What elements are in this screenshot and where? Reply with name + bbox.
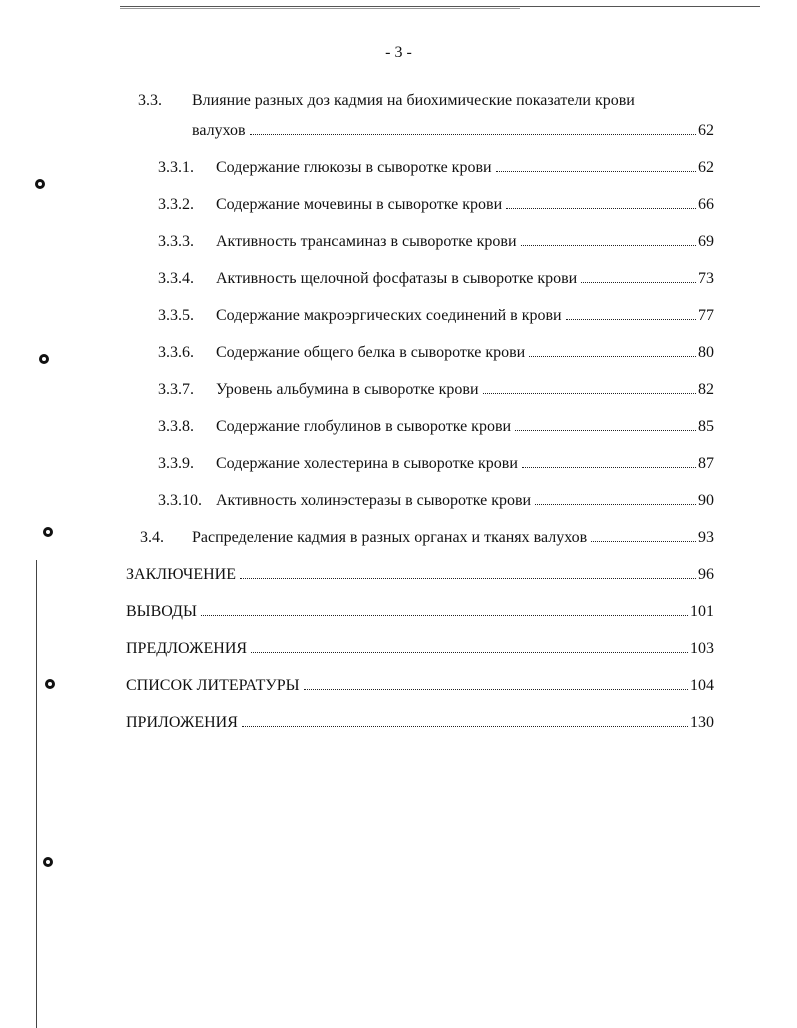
dot-leader: [566, 319, 696, 320]
toc-page: 62: [698, 159, 714, 176]
toc-page: 93: [698, 529, 714, 546]
toc-title: Содержание глобулинов в сыворотке крови: [216, 418, 512, 435]
toc-number: 3.3.3.: [158, 233, 194, 250]
dot-leader: [250, 134, 696, 135]
toc-title: Содержание макроэргических соединений в крови: [216, 307, 562, 324]
toc-title: Активность трансаминаз в сыворотке крови: [216, 233, 517, 250]
toc-entry-appendices: [126, 712, 714, 734]
toc-page: 96: [698, 566, 714, 583]
toc-entry: [158, 305, 714, 327]
top-rule: [120, 6, 760, 7]
binding-hole-icon: [44, 678, 56, 690]
toc-entry-proposals: [126, 638, 714, 660]
toc-title: Влияние разных доз кадмия на биохимические показатели крови: [192, 92, 635, 109]
toc-entry: [158, 268, 714, 290]
toc-entry: [158, 379, 714, 401]
toc-title: Содержание общего белка в сыворотке крови: [216, 344, 526, 361]
toc-title: ВЫВОДЫ: [126, 603, 197, 620]
toc-title: ЗАКЛЮЧЕНИЕ: [126, 566, 236, 583]
dot-leader: [201, 615, 688, 616]
toc-page: 101: [690, 603, 714, 620]
dot-leader: [515, 430, 696, 431]
toc-title: Уровень альбумина в сыворотке крови: [216, 381, 479, 398]
toc-page: 73: [698, 270, 714, 287]
dot-leader: [521, 245, 697, 246]
toc-page: 130: [690, 714, 714, 731]
toc-number: 3.3.8.: [158, 418, 194, 435]
dot-leader: [535, 504, 696, 505]
dot-leader: [240, 578, 696, 579]
toc-number: 3.3.1.: [158, 159, 194, 176]
toc-page: 80: [698, 344, 714, 361]
toc-title: Активность щелочной фосфатазы в сыворотке крови: [216, 270, 578, 287]
dot-leader: [251, 652, 688, 653]
dot-leader: [242, 726, 688, 727]
dot-leader: [506, 208, 696, 209]
toc-entry: [158, 453, 714, 475]
toc-page: 90: [698, 492, 714, 509]
toc-entry-findings: [126, 601, 714, 623]
top-rule-secondary: [120, 8, 520, 9]
toc-title: Содержание холестерина в сыворотке крови: [216, 455, 518, 472]
toc-page: 104: [690, 677, 714, 694]
dot-leader: [483, 393, 696, 394]
binding-hole-icon: [42, 856, 54, 868]
toc-number: 3.3.4.: [158, 270, 194, 287]
toc-entry: [158, 194, 714, 216]
toc-number: 3.3.9.: [158, 455, 194, 472]
binding-hole-icon: [34, 178, 46, 190]
toc-title: Содержание мочевины в сыворотке крови: [216, 196, 503, 213]
toc-page: 69: [698, 233, 714, 250]
toc-entry-conclusion: [126, 564, 714, 586]
toc-number: 3.3.2.: [158, 196, 194, 213]
dot-leader: [522, 467, 696, 468]
toc-title: Содержание глюкозы в сыворотке крови: [216, 159, 492, 176]
toc-entry: [158, 490, 714, 512]
dot-leader: [591, 541, 696, 542]
toc-title: Распределение кадмия в разных органах и тканях валухов: [192, 529, 588, 546]
toc-entry: [158, 416, 714, 438]
toc-number: 3.3.7.: [158, 381, 194, 398]
dot-leader: [529, 356, 696, 357]
toc-number: 3.3.: [138, 92, 162, 109]
toc-entry-3-3: [138, 90, 635, 112]
toc-number: 3.3.10.: [158, 492, 202, 509]
toc-number: 3.3.6.: [158, 344, 194, 361]
toc-title: ПРИЛОЖЕНИЯ: [126, 714, 238, 731]
toc-page: 82: [698, 381, 714, 398]
toc-page: 87: [698, 455, 714, 472]
toc-page: 77: [698, 307, 714, 324]
binding-hole-icon: [42, 526, 54, 538]
page-number: - 3 -: [385, 44, 412, 61]
toc-entry: [158, 342, 714, 364]
toc-title: СПИСОК ЛИТЕРАТУРЫ: [126, 677, 300, 694]
dot-leader: [304, 689, 688, 690]
toc-entry-3-3-continued: [192, 120, 714, 142]
toc-number: 3.4.: [140, 529, 164, 546]
toc-title: валухов: [192, 122, 246, 139]
toc-entry: [158, 157, 714, 179]
toc-title: Активность холинэстеразы в сыворотке крови: [216, 492, 532, 509]
toc-page: 85: [698, 418, 714, 435]
toc-title: ПРЕДЛОЖЕНИЯ: [126, 640, 248, 657]
toc-number: 3.3.5.: [158, 307, 194, 324]
binding-margin-line: [36, 560, 37, 1028]
toc-entry-references: [126, 675, 714, 697]
toc-entry: [158, 231, 714, 253]
toc-entry-3-4: [140, 527, 714, 549]
dot-leader: [496, 171, 696, 172]
binding-hole-icon: [38, 353, 50, 365]
toc-page: 66: [698, 196, 714, 213]
dot-leader: [581, 282, 696, 283]
toc-page: 62: [698, 122, 714, 139]
toc-page: 103: [690, 640, 714, 657]
